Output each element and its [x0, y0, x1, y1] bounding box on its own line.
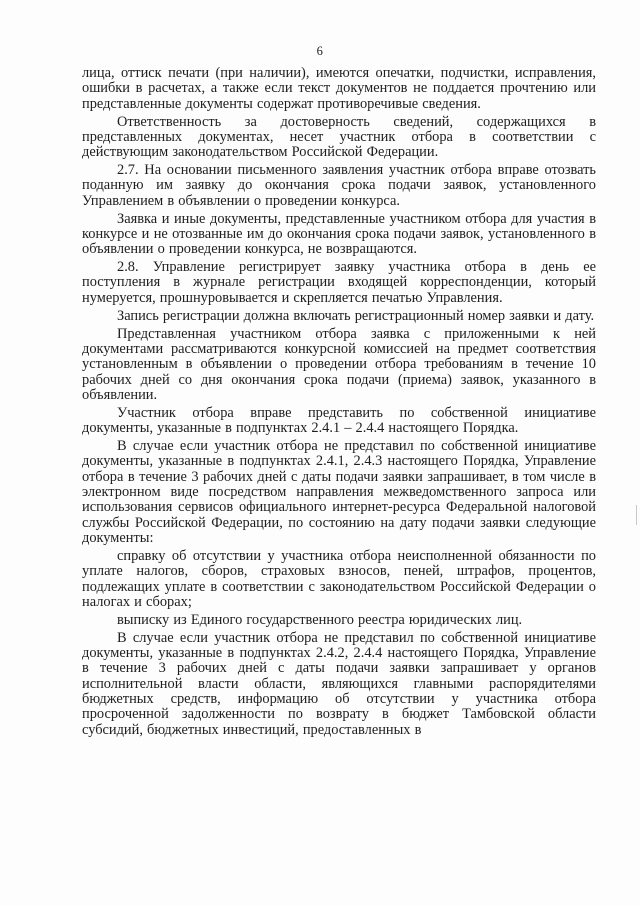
paragraph-2-7: 2.7. На основании письменного заявления участник отбора вправе отозвать поданную им заявку до окончания срока подачи заявок, установленного Управлением в объявлении о проведении конкурса.	[82, 162, 596, 209]
paragraph-debt-info: В случае если участник отбора не представил по собственной инициативе документы, указанные в подпунктах 2.4.2, 2.4.4 настоящего Порядка, Управление в течение 3 рабочих дней с даты подачи заявки запрашивает у органов исполнительной власти области, являющихся главными распорядителями бюджетных средств, информацию об отсутствии у участника отбора просроченной задолженности по возврату в бюджет Тамбовской области субсидий, бюджетных инвестиций, предоставленных в	[82, 629, 596, 738]
paragraph-egrul-extract: выписку из Единого государственного реестра юридических лиц.	[117, 611, 523, 628]
paragraph-continuation: лица, оттиск печати (при наличии), имеются опечатки, подчистки, исправления, ошибки в расчетах, а также если текст документов не поддается прочтению или представленные документы содержат противоречивые сведения.	[82, 65, 596, 112]
paragraph-review: Представленная участником отбора заявка с приложенными к ней документами рассматриваются конкурсной комиссией на предмет соответствия установленным в объявлении о проведении отбора требованиям в течение 10 рабочих дней со дня окончания срока подачи (приема) заявок, указанного в объявлении.	[82, 325, 596, 403]
paragraph-2-8: 2.8. Управление регистрирует заявку участника отбора в день ее поступления в журнале регистрации входящей корреспонденции, который нумеруется, прошнуровывается и скрепляется печатью Управления.	[82, 259, 596, 306]
paragraph-not-returned: Заявка и иные документы, представленные участником отбора для участия в конкурсе и не отозванные им до окончания срока подачи заявок, установленного в объявлении о проведении конкурса, не возвращаются.	[82, 210, 596, 258]
paragraph-responsibility: Ответственность за достоверность сведений, содержащихся в представленных документах, несет участник отбора в соответствии с действующим законодательством Российской Федерации.	[82, 113, 596, 161]
page-number: 6	[316, 44, 324, 58]
paragraph-tax-certificate: справку об отсутствии у участника отбора неисполненной обязанности по уплате налогов, сборов, страховых взносов, пеней, штрафов, процентов, подлежащих уплате в соответствии с законодательством Российской Федерации о налогах и сборах;	[82, 547, 596, 610]
paragraph-request-documents: В случае если участник отбора не представил по собственной инициативе документы, указанные в подпунктах 2.4.1, 2.4.3 настоящего Порядка, Управление отбора в течение 3 рабочих дней с даты подачи заявки запрашивает, в том числе в электронном виде посредством направления межведомственного запроса или использования сервисов официального интернет-ресурса Федеральной налоговой службы Российской Федерации, по состоянию на дату подачи заявки следующие документы:	[82, 437, 596, 546]
scan-edge-mark	[636, 505, 637, 525]
paragraph-registration-record: Запись регистрации должна включать регистрационный номер заявки и дату.	[117, 307, 595, 324]
paragraph-own-initiative: Участник отбора вправе представить по собственной инициативе документы, указанные в подпунктах 2.4.1 – 2.4.4 настоящего Порядка.	[82, 404, 596, 437]
document-body	[82, 66, 596, 740]
